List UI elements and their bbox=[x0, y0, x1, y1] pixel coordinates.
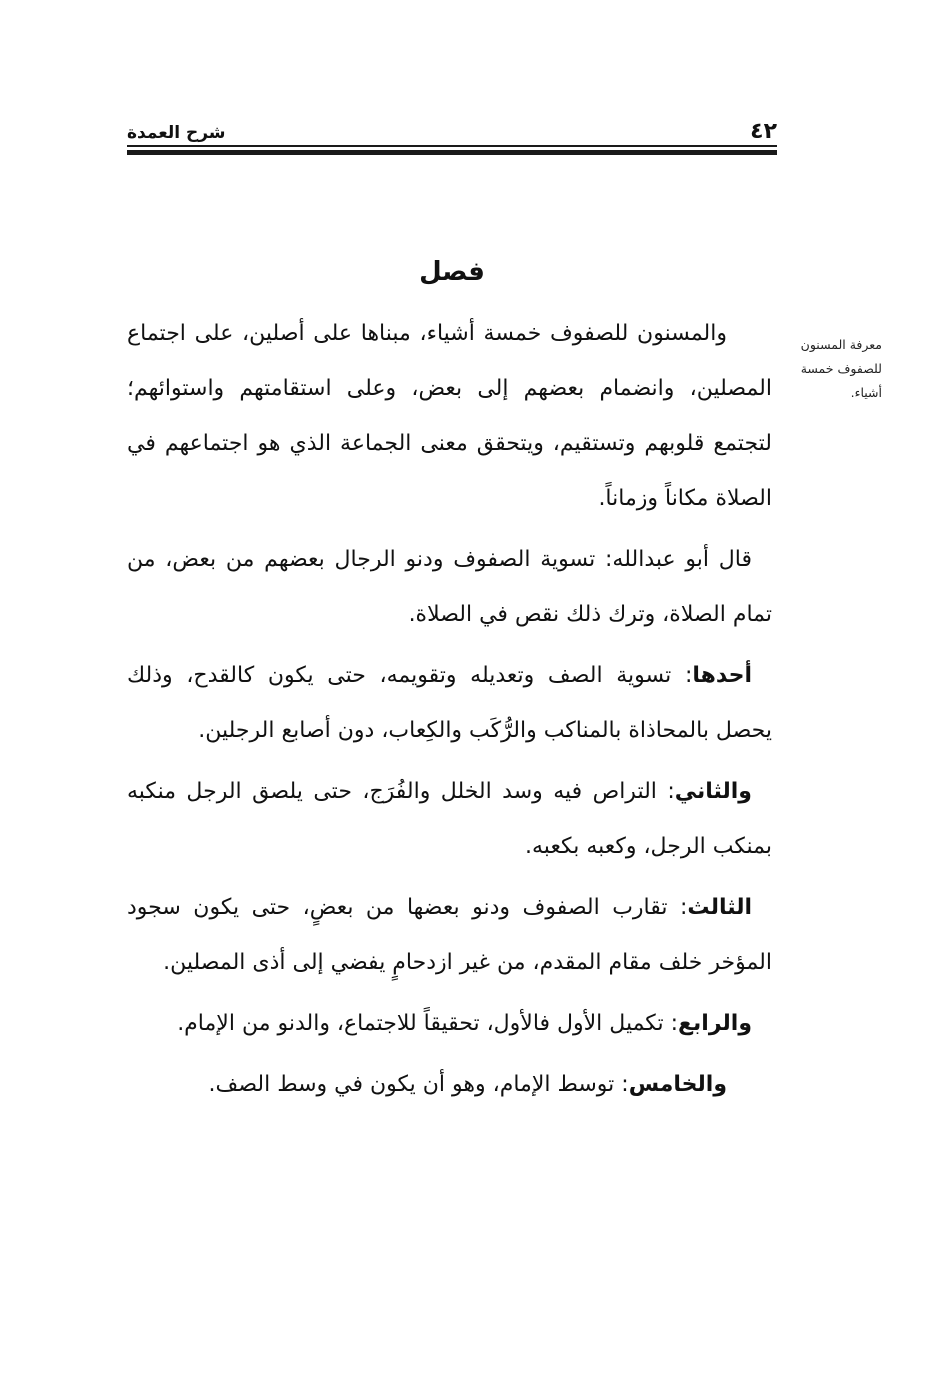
page-number: ٤٢ bbox=[750, 119, 777, 144]
paragraph-text: : التراص فيه وسد الخلل والفُرَج، حتى يلصق الرجل منكبه بمنكب الرجل، وكعبه بكعبه. bbox=[127, 779, 772, 859]
header-rule-thin bbox=[127, 145, 777, 147]
paragraph-text: : تقارب الصفوف ودنو بعضها من بعضٍ، حتى يكون سجود المؤخر خلف مقام المقدم، من غير ازدحامٍ يفضي إلى أذى المصلين. bbox=[127, 895, 772, 975]
margin-note: معرفة المسنون للصفوف خمسة أشياء. bbox=[800, 337, 882, 400]
paragraph-text: قال أبو عبدالله: تسوية الصفوف ودنو الرجال بعضهم من بعض، من تمام الصلاة، وترك ذلك نقص في الصلاة. bbox=[127, 547, 772, 627]
paragraph-intro bbox=[127, 306, 772, 526]
paragraph-lead: والخامس bbox=[628, 1072, 727, 1097]
paragraph-fifth bbox=[127, 1057, 772, 1112]
paragraph-lead: والرابع bbox=[678, 1011, 752, 1036]
paragraph-quote bbox=[127, 532, 772, 642]
book-title: شرح العمدة bbox=[127, 123, 226, 143]
paragraph-first bbox=[127, 648, 772, 758]
paragraph-lead: والثاني bbox=[674, 779, 752, 804]
paragraph-third bbox=[127, 880, 772, 990]
paragraph-text: والمسنون للصفوف خمسة أشياء، مبناها على أصلين، على اجتماع المصلين، وانضمام بعضهم إلى بعض، وعلى استقامتهم واستوائهم؛ لتجتمع قلوبهم وتستقيم، ويتحقق معنى الجماعة الذي هو اجتماعهم في الصلاة مكاناً وزماناً. bbox=[127, 321, 772, 511]
paragraph-second bbox=[127, 764, 772, 874]
paragraph-text: : تكميل الأول فالأول، تحقيقاً للاجتماع، والدنو من الإمام. bbox=[177, 1011, 678, 1036]
paragraph-text: : تسوية الصف وتعديله وتقويمه، حتى يكون كالقدح، وذلك يحصل بالمحاذاة بالمناكب والرُّكَب والكِعاب، دون أصابع الرجلين. bbox=[127, 663, 772, 743]
body-text bbox=[127, 306, 772, 1112]
section-heading: فصل bbox=[419, 257, 485, 287]
paragraph-lead: الثالث bbox=[687, 895, 752, 920]
paragraph-lead: أحدها bbox=[692, 663, 752, 688]
page-header bbox=[127, 112, 777, 152]
header-rule-thick bbox=[127, 150, 777, 155]
paragraph-fourth bbox=[127, 996, 772, 1051]
paragraph-text: : توسط الإمام، وهو أن يكون في وسط الصف. bbox=[208, 1072, 629, 1097]
